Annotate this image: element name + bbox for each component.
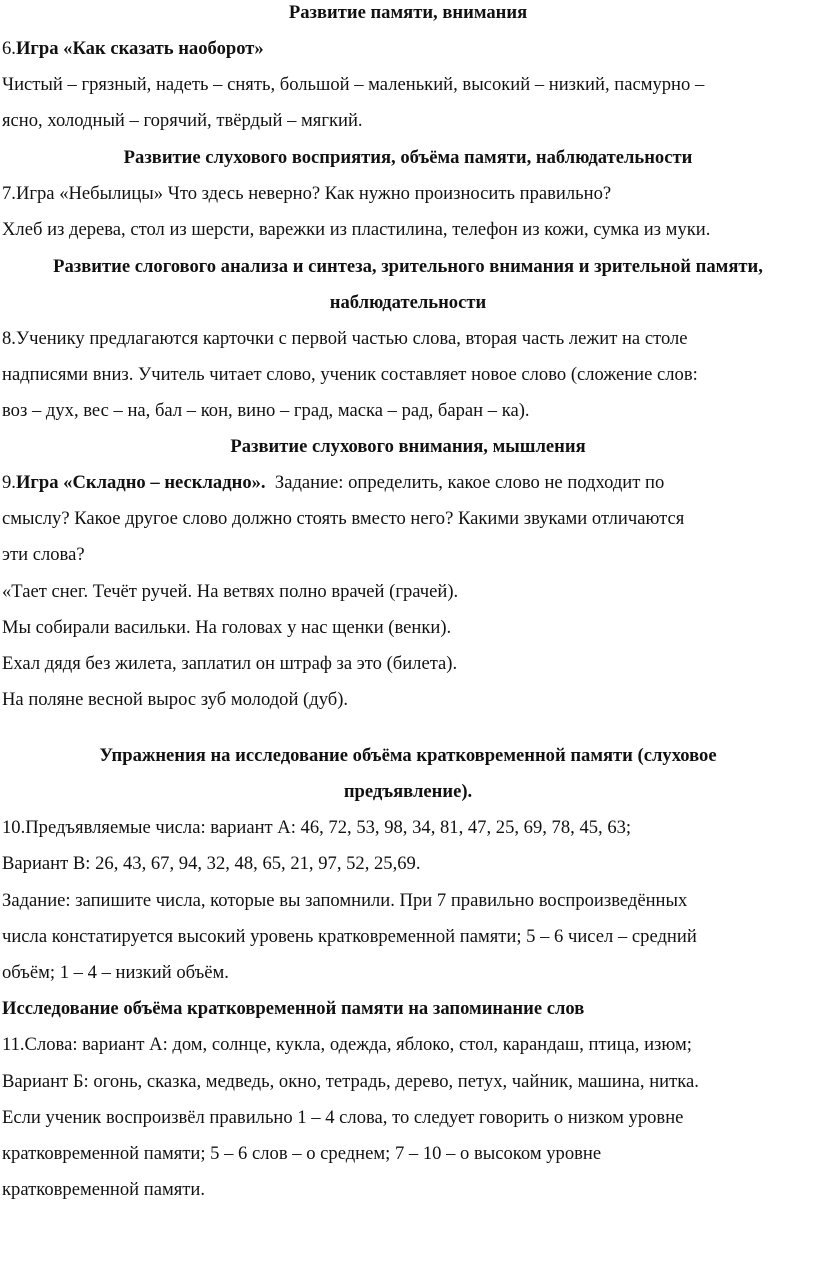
poem-line: На поляне весной вырос зуб молодой (дуб).	[2, 689, 349, 710]
paragraph-line: Вариант В: 26, 43, 67, 94, 32, 48, 65, 21, 97, 52, 25,69.	[2, 853, 421, 874]
section-heading-auditory-attention: Развитие слухового внимания, мышления	[230, 436, 586, 457]
paragraph-line: объём; 1 – 4 – низкий объём.	[2, 962, 229, 983]
section-heading-short-term-memory-cont: предъявление).	[343, 781, 473, 802]
poem-line: Мы собирали васильки. На головах у нас щенки (венки).	[2, 617, 452, 638]
poem-line: «Тает снег. Течёт ручей. На ветвях полно врачей (грачей).	[2, 581, 459, 602]
paragraph-line: числа констатируется высокий уровень кратковременной памяти; 5 – 6 чисел – средний	[2, 926, 697, 947]
game-title: Игра «Как сказать наоборот»	[15, 38, 264, 59]
paragraph-line: Задание: запишите числа, которые вы запомнили. При 7 правильно воспроизведённых	[2, 890, 688, 911]
paragraph-line: Чистый – грязный, надеть – снять, большой – маленький, высокий – низкий, пасмурно –	[2, 74, 705, 95]
task-text: Задание: определить, какое слово не подходит по	[265, 472, 665, 493]
section-heading-syllable: Развитие слогового анализа и синтеза, зрительного внимания и зрительной памяти,	[53, 256, 763, 277]
section-heading-word-memory: Исследование объёма кратковременной памяти на запоминание слов	[2, 998, 585, 1019]
item-6-title	[2, 30, 808, 67]
paragraph-line: Хлеб из дерева, стол из шерсти, варежки из пластилина, телефон из кожи, сумка из муки.	[2, 219, 711, 240]
paragraph-line: Если ученик воспроизвёл правильно 1 – 4 слова, то следует говорить о низком уровне	[2, 1107, 684, 1128]
section-heading-syllable-cont: наблюдательности	[329, 292, 487, 313]
paragraph-line: 7.Игра «Небылицы» Что здесь неверно? Как нужно произносить правильно?	[2, 183, 612, 204]
poem-line: Ехал дядя без жилета, заплатил он штраф за это (билета).	[2, 653, 458, 674]
paragraph-line: 8.Ученику предлагаются карточки с первой частью слова, вторая часть лежит на столе	[2, 328, 688, 349]
paragraph-line: Вариант Б: огонь, сказка, медведь, окно, тетрадь, дерево, петух, чайник, машина, нитка.	[2, 1071, 699, 1092]
paragraph-line: кратковременной памяти.	[2, 1179, 206, 1200]
paragraph-line: кратковременной памяти; 5 – 6 слов – о среднем; 7 – 10 – о высоком уровне	[2, 1143, 602, 1164]
section-heading-memory-attention: Развитие памяти, внимания	[288, 2, 528, 23]
paragraph-line: смыслу? Какое другое слово должно стоять вместо него? Какими звуками отличаются	[2, 508, 685, 529]
game-title: Игра «Складно – нескладно».	[15, 472, 266, 493]
paragraph-line: эти слова?	[2, 544, 85, 565]
section-heading-short-term-memory: Упражнения на исследование объёма кратковременной памяти (слуховое	[99, 745, 717, 766]
item-number: 9.	[2, 472, 16, 493]
paragraph-line: ясно, холодный – горячий, твёрдый – мягкий.	[2, 110, 363, 131]
paragraph-line: воз – дух, вес – на, бал – кон, вино – град, маска – рад, баран – ка).	[2, 400, 530, 421]
item-number: 6.	[2, 38, 16, 59]
paragraph-line: 11.Слова: вариант А: дом, солнце, кукла, одежда, яблоко, стол, карандаш, птица, изюм;	[2, 1034, 692, 1055]
paragraph-line: 10.Предъявляемые числа: вариант А: 46, 72, 53, 98, 34, 81, 47, 25, 69, 78, 45, 63;	[2, 817, 632, 838]
item-9-title	[2, 464, 808, 501]
section-heading-auditory: Развитие слухового восприятия, объёма памяти, наблюдательности	[123, 147, 693, 168]
paragraph-line: надписями вниз. Учитель читает слово, ученик составляет новое слово (сложение слов:	[2, 364, 698, 385]
